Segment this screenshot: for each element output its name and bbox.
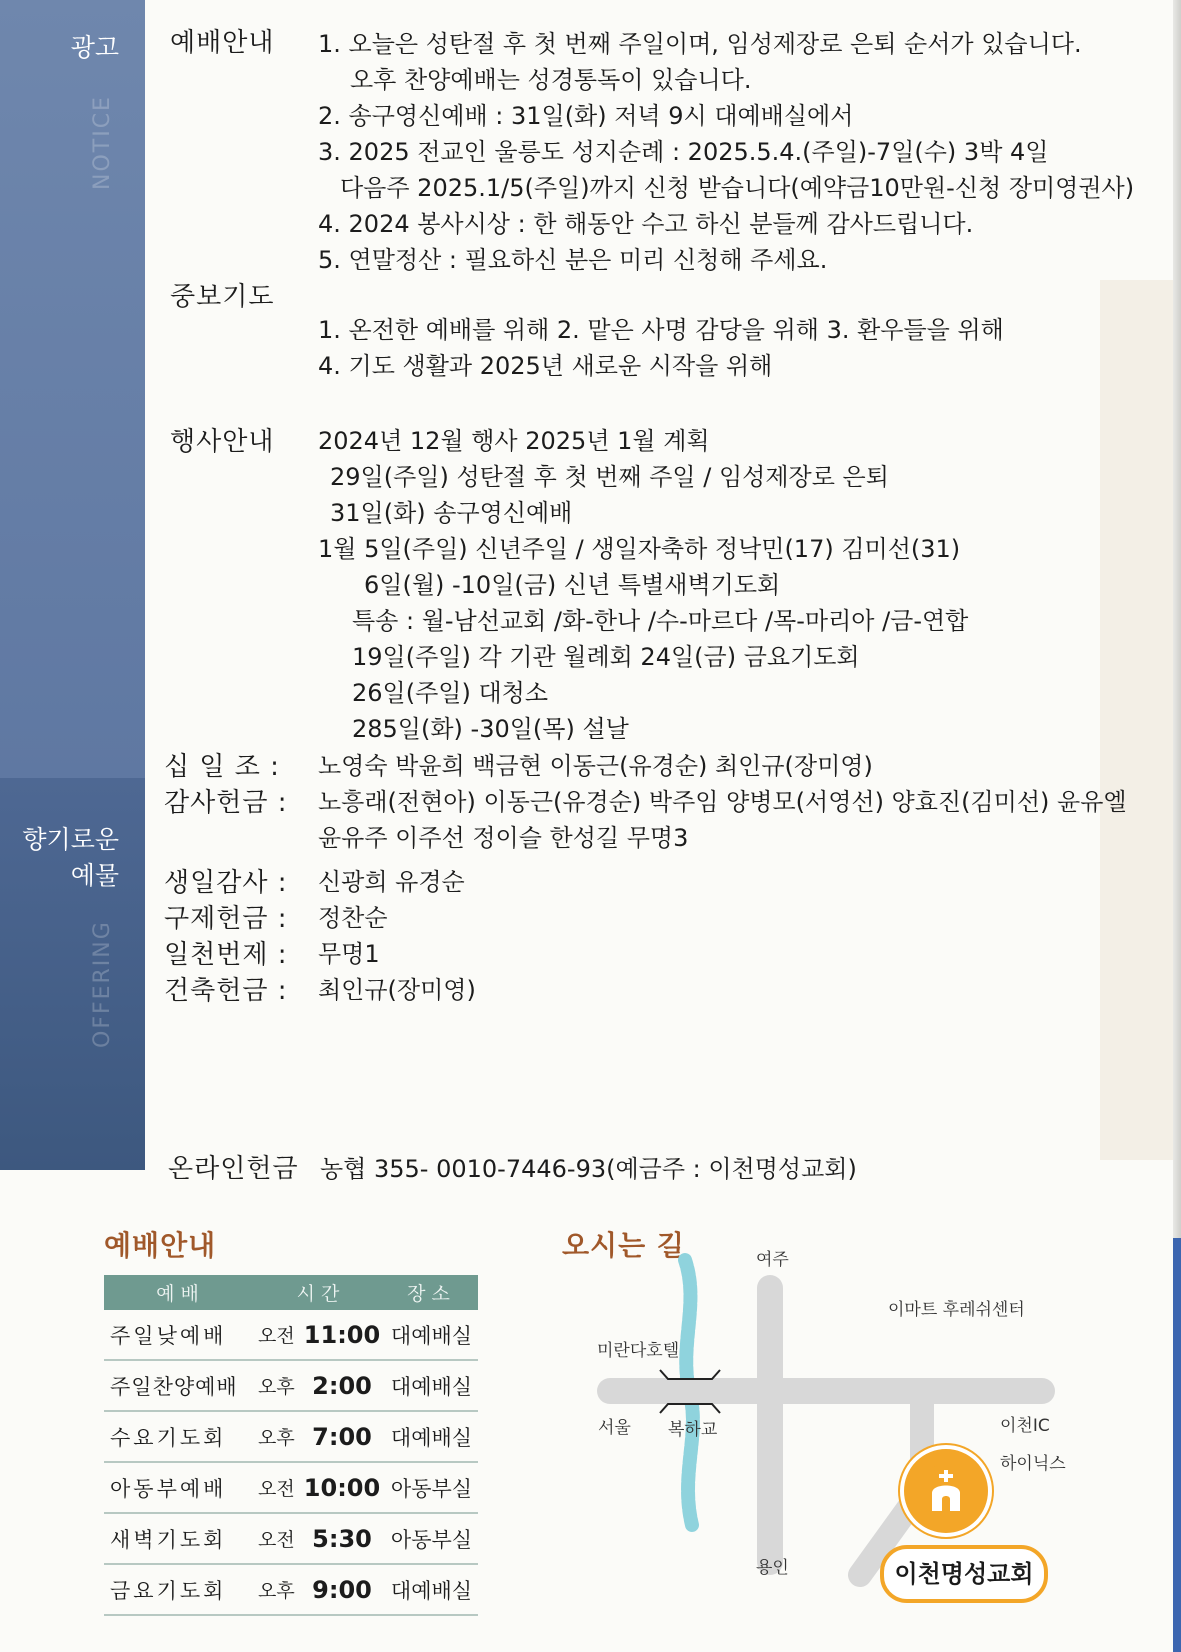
map-label-miranda-hotel: 미란다호텔 (597, 1341, 680, 1361)
worship-info-label: 예배안내 (170, 28, 275, 58)
worship-time: 2:00 (299, 1360, 385, 1411)
worship-place: 아동부실 (385, 1513, 478, 1564)
event-line: 285일(화) -30일(목) 설날 (352, 715, 629, 743)
offering-label: 일천번제 : (164, 940, 288, 970)
table-row (104, 1462, 478, 1513)
event-line: 31일(화) 송구영신예배 (330, 499, 573, 527)
church-icon (919, 1464, 973, 1518)
announcement-line: 다음주 2025.1/5(주일)까지 신청 받습니다(예약금10만원-신청 장미영권사) (340, 174, 1135, 202)
worship-time: 5:30 (299, 1513, 385, 1564)
offering-vertical-text: OFFERING (90, 920, 115, 1048)
worship-time: 7:00 (299, 1411, 385, 1462)
notice-sidebar (0, 0, 145, 778)
offering-label: 십 일 조 : (164, 752, 280, 782)
map-label-yeoju: 여주 (756, 1250, 789, 1270)
map-label-icheon-ic: 이천IC (1000, 1416, 1050, 1436)
road-horizontal (597, 1378, 1055, 1404)
offering-names: 최인규(장미영) (318, 976, 476, 1004)
announcement-line: 3. 2025 전교인 울릉도 성지순례 : 2025.5.4.(주일)-7일(수) 3박 4일 (318, 138, 1049, 166)
faded-background-panel (1100, 280, 1173, 1160)
table-header-row (104, 1275, 478, 1310)
online-account: 농협 355- 0010-7446-93(예금주 : 이천명성교회) (320, 1155, 857, 1183)
offering-names: 노흥래(전현아) 이동근(유경순) 박주임 양병모(서영선) 양효진(김미선) 윤유엘 (318, 788, 1127, 816)
page-edge-blue (1173, 1238, 1181, 1652)
church-location-pin[interactable] (900, 1445, 992, 1537)
worship-time: 10:00 (299, 1462, 385, 1513)
worship-place: 대예배실 (385, 1310, 478, 1360)
worship-place: 아동부실 (385, 1462, 478, 1513)
map-label-seoul: 서울 (598, 1418, 631, 1438)
church-building-icon (926, 1469, 966, 1513)
event-line: 6일(월) -10일(금) 신년 특별새벽기도회 (364, 571, 781, 599)
header-worship: 예배 (104, 1275, 257, 1310)
event-line: 19일(주일) 각 기관 월례회 24일(금) 금요기도회 (352, 643, 860, 671)
worship-place: 대예배실 (385, 1411, 478, 1462)
event-line: 1월 5일(주일) 신년주일 / 생일자축하 정낙민(17) 김미선(31) (318, 535, 961, 563)
header-place: 장소 (385, 1275, 478, 1310)
offering-sidebar (0, 778, 145, 1170)
worship-time: 9:00 (299, 1564, 385, 1615)
map-label-emart: 이마트 후레쉬센터 (888, 1300, 1025, 1320)
church-name-label: 이천명성교회 (880, 1545, 1048, 1603)
event-line: 26일(주일) 대청소 (352, 679, 548, 707)
announcement-line: 5. 연말정산 : 필요하신 분은 미리 신청해 주세요. (318, 246, 828, 274)
offering-sidebar-title: 향기로운 예물 (22, 825, 119, 890)
header-time: 시간 (257, 1275, 385, 1310)
notice-vertical-text: NOTICE (90, 95, 115, 190)
offering-names: 윤유주 이주선 정이슬 한성길 무명3 (318, 824, 689, 852)
map-label-bokhagyo: 복하교 (668, 1420, 718, 1440)
worship-ampm: 오후 (257, 1360, 299, 1411)
worship-name: 주일낮예배 (104, 1310, 257, 1360)
offering-label: 건축헌금 : (164, 976, 288, 1006)
table-row (104, 1513, 478, 1564)
worship-time: 11:00 (299, 1310, 385, 1360)
worship-name: 금요기도회 (104, 1564, 257, 1615)
announcement-line: 오후 찬양예배는 성경통독이 있습니다. (350, 66, 752, 94)
worship-schedule-title: 예배안내 (104, 1229, 217, 1262)
events-label: 행사안내 (170, 427, 275, 457)
worship-name: 새벽기도회 (104, 1513, 257, 1564)
table-row (104, 1310, 478, 1360)
announcement-line: 1. 오늘은 성탄절 후 첫 번째 주일이며, 임성제장로 은퇴 순서가 있습니다. (318, 30, 1082, 58)
worship-ampm: 오후 (257, 1564, 299, 1615)
worship-schedule-table (104, 1275, 478, 1616)
online-offering-label: 온라인헌금 (168, 1154, 299, 1184)
offering-names: 무명1 (318, 940, 380, 968)
offering-label: 감사헌금 : (164, 788, 288, 818)
prayer-label: 중보기도 (170, 282, 275, 312)
offering-label: 생일감사 : (164, 868, 288, 898)
worship-place: 대예배실 (385, 1564, 478, 1615)
worship-ampm: 오전 (257, 1310, 299, 1360)
worship-ampm: 오전 (257, 1462, 299, 1513)
worship-name: 주일찬양예배 (104, 1360, 257, 1411)
directions-title: 오시는 길 (562, 1229, 685, 1262)
announcement-line: 2. 송구영신예배 : 31일(화) 저녁 9시 대예배실에서 (318, 102, 854, 130)
event-line: 29일(주일) 성탄절 후 첫 번째 주일 / 임성제장로 은퇴 (330, 463, 889, 491)
table-row (104, 1360, 478, 1411)
directions-map (560, 1245, 1080, 1645)
event-line: 특송 : 월-남선교회 /화-한나 /수-마르다 /목-마리아 /금-연합 (352, 607, 969, 635)
map-label-yongin: 용인 (756, 1558, 789, 1578)
prayer-line: 1. 온전한 예배를 위해 2. 맡은 사명 감당을 위해 3. 환우들을 위해 (318, 316, 1004, 344)
announcement-line: 4. 2024 봉사시상 : 한 해동안 수고 하신 분들께 감사드립니다. (318, 210, 974, 238)
worship-place: 대예배실 (385, 1360, 478, 1411)
prayer-line: 4. 기도 생활과 2025년 새로운 시작을 위해 (318, 352, 773, 380)
table-row (104, 1411, 478, 1462)
map-label-hynix: 하이닉스 (1000, 1454, 1066, 1474)
worship-ampm: 오후 (257, 1411, 299, 1462)
road-vertical (757, 1275, 783, 1575)
table-row (104, 1564, 478, 1615)
event-line: 2024년 12월 행사 2025년 1월 계획 (318, 427, 710, 455)
notice-sidebar-title: 광고 (70, 33, 119, 62)
offering-names: 노영숙 박윤희 백금현 이동근(유경순) 최인규(장미영) (318, 752, 873, 780)
offering-label: 구제헌금 : (164, 904, 288, 934)
worship-name: 아동부예배 (104, 1462, 257, 1513)
offering-names: 신광희 유경순 (318, 868, 465, 896)
worship-ampm: 오전 (257, 1513, 299, 1564)
worship-name: 수요기도회 (104, 1411, 257, 1462)
offering-names: 정찬순 (318, 904, 388, 932)
